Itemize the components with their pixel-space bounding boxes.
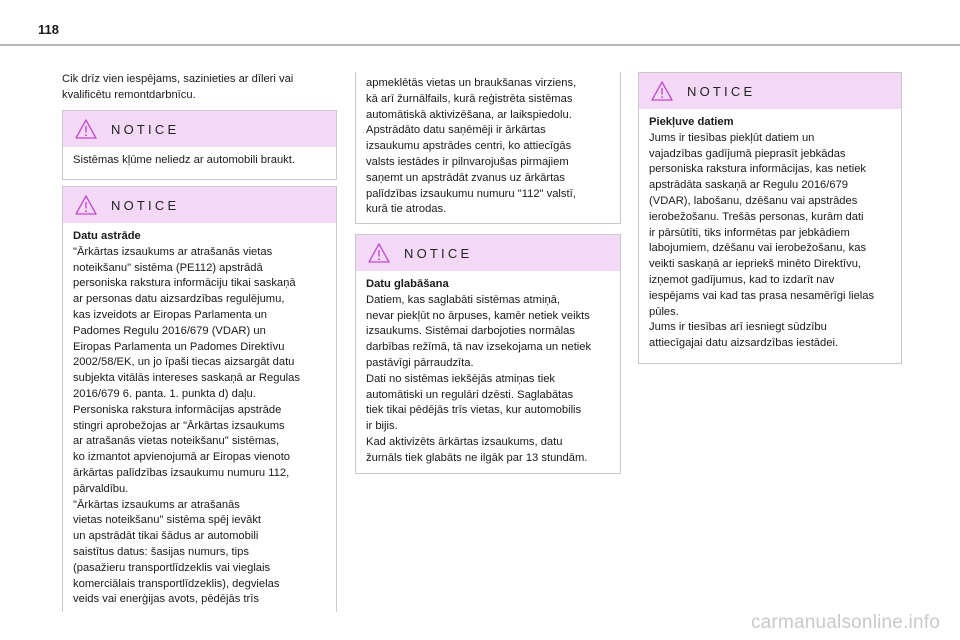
notice-header (639, 73, 901, 109)
notice-text: Sistēmas kļūme neliedz ar automobili braukt. (73, 154, 295, 166)
notice-heading: Datu astrāde (73, 230, 141, 242)
notice-heading: Piekļuve datiem (649, 116, 734, 128)
warning-icon (651, 81, 673, 101)
notice-header (63, 111, 336, 147)
warning-icon (368, 243, 390, 263)
notice-header (356, 235, 620, 271)
notice-title: NOTICE (111, 197, 180, 213)
warning-icon (75, 195, 97, 215)
column-1 (62, 72, 342, 104)
notice-text: "Ārkārtas izsaukums ar atrašanās vietas noteikšanu" sistēma (PE112) apstrādā personiska rakstura informāciju tikai saskaņā ar personas datu aizsardzības regulējumu, kas izveidots ar Eiropas Parlamenta un Padomes Regulu 2016/679 (VDAR) un Eiropas Parlamenta un Padomes Direktīvu 2002/58/EK, un jo īpaši tiecas aizsargāt datu subjekta vitālās intereses saskaņā ar Regulas 2016/679 6. panta. 1. punkta d) daļu. Personiska rakstura informācijas apstrāde stingri aprobežojas ar "Ārkārtas izsaukums ar atrašanās vietas noteikšanu" sistēmas, ko izmantot apvienojumā ar Eiropas vienoto ārkārtas palīdzības izsaukumu numuru 112, pārvaldību. "Ārkārtas izsaukums ar atrašanās vietas noteikšanu" sistēma spēj ievākt un apstrādāt tikai šādus ar automobili saistītus datus: šasijas numurs, tips (pasažieru transportlīdzeklis vai vieglais komerciālais transportlīdzeklis), degvielas veids vai enerģijas avots, pēdējās trīs (73, 245, 300, 606)
notice-text: Datiem, kas saglabāti sistēmas atmiņā, nevar piekļūt no ārpuses, kamēr netiek veikts izsaukums. Sistēmai darbojoties normālas darbības režīmā, tā nav izsekojama un netiek pastāvīgi pārraudzīta. Dati no sistēmas iekšējās atmiņas tiek automātiski un regulāri dzēsti. Saglabātas tiek tikai pēdējās trīs vietas, kur automobilis ir bijis. Kad aktivizēts ārkārtas izsaukums, datu žurnāls tiek glabāts ne ilgāk par 13 stundām. (366, 293, 592, 464)
watermark: carmanualsonline.info (750, 612, 940, 633)
notice-title: NOTICE (687, 83, 756, 99)
notice-body (356, 271, 620, 473)
notice-title: NOTICE (404, 245, 473, 261)
notice-box-data-access (638, 72, 902, 364)
warning-icon (75, 119, 97, 139)
notice-box-data-storage (355, 234, 621, 474)
notice-continuation-box (355, 72, 621, 224)
notice-body (356, 72, 620, 224)
notice-body (639, 109, 901, 358)
page-number: 118 (38, 22, 59, 37)
continuation-text: apmeklētās vietas un braukšanas virziens, kā arī žurnālfails, kurā reģistrēta sistēmas automātiskā aktivizēšana, ar laikspiedolu. Apstrādāto datu saņēmēji ir ārkārtas izsaukumu apstrādes centri, ko attiecīgās valsts iestādes ir pilnvarojušas pirmajiem saņemt un apstrādāt zvanus uz ārkārtas palīdzības izsaukumu numuru "112" valstī, kurā tie atrodas. (366, 77, 577, 216)
notice-body (63, 223, 336, 614)
notice-text: Jums ir tiesības piekļūt datiem un vajadzības gadījumā pieprasīt jebkādas personiska rakstura informācijas, kas netiek apstrādāta saskaņā ar Regulu 2016/679 (VDAR), labošanu, dzēšanu vai apstrādes ierobežošanu. Trešās personas, kurām dati ir pārsūtīti, tiks informētas par jebkādiem labojumiem, dzēšanu vai ierobežošanu, kas veikti saskaņā ar iepriekš minēto Direktīvu, izņemot gadījumus, kad to izdarīt nav iespējams vai kad tas prasa nesamērīgi lielas pūles. Jums ir tiesības arī iesniegt sūdzību attiecīgajai datu aizsardzības iestādei. (649, 131, 875, 350)
notice-title: NOTICE (111, 121, 180, 137)
header-rule (0, 44, 960, 46)
notice-header (63, 187, 336, 223)
intro-paragraph: Cik drīz vien iespējams, sazinieties ar dīleri vai kvalificētu remontdarbnīcu. (62, 73, 294, 101)
notice-body (63, 147, 336, 175)
notice-heading: Datu glabāšana (366, 278, 449, 290)
notice-box-data-processing (62, 186, 337, 612)
notice-box-malfunction (62, 110, 337, 180)
